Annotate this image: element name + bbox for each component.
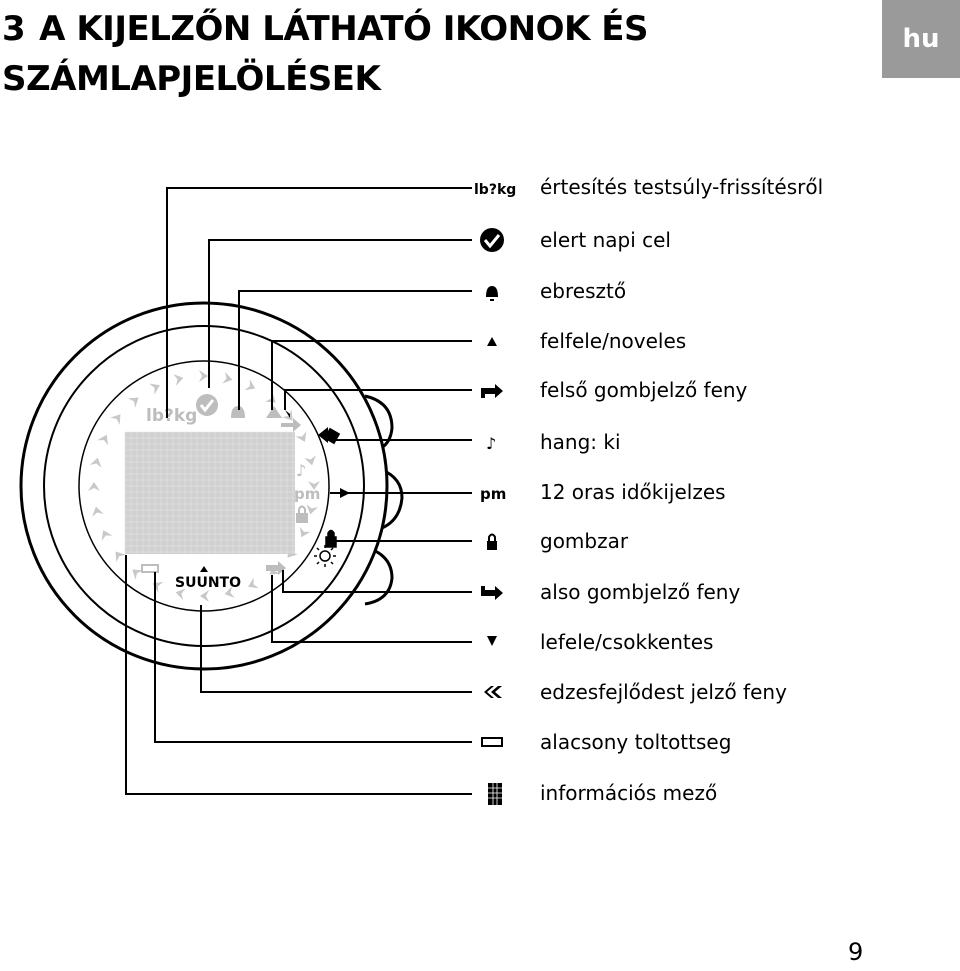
watch-brand: SUUNTO <box>175 575 241 591</box>
legend-icons <box>474 182 516 805</box>
info-field-icon <box>488 783 502 805</box>
weight-unit-icon: lb?kg <box>474 182 517 198</box>
down-arrow-icon <box>487 636 497 646</box>
up-arrow-icon <box>487 337 497 346</box>
legend-label-training-progress: edzesfejlődest jelző feny <box>540 680 787 704</box>
legend-label-checkmark: elert napi cel <box>540 228 671 252</box>
language-tab: hu <box>882 0 960 78</box>
legend-label-lock: gombzar <box>540 529 629 553</box>
legend-label-upper-light: felső gombjelző feny <box>540 378 748 402</box>
legend-label-info-field: információs mező <box>540 781 718 805</box>
legend-label-bell: ebresztő <box>540 279 627 303</box>
legend-label-pm: 12 oras időkijelzes <box>540 480 726 504</box>
training-progress-icon <box>484 686 502 698</box>
lock-icon <box>487 541 497 550</box>
lower-button-light-icon <box>481 586 503 600</box>
legend-label-sound-off: hang: ki <box>540 430 621 454</box>
legend-label-low-battery: alacsony toltottseg <box>540 730 732 754</box>
face-pm: pm <box>294 485 321 503</box>
bell-icon <box>486 286 498 301</box>
legend-label-lower-light: also gombjelző feny <box>540 580 741 604</box>
page-number: 9 <box>848 938 864 966</box>
legend-label-weight-unit: értesítés testsúly-frissítésről <box>540 175 824 199</box>
legend-label-down-arrow: lefele/csokkentes <box>540 630 714 654</box>
face-sound-off: ♪ <box>296 461 307 480</box>
face-weight-unit: lb?kg <box>146 406 198 426</box>
face-lock <box>296 513 308 523</box>
pm-icon: pm <box>480 485 507 503</box>
section-number: 3 <box>2 9 26 49</box>
face-lock-marker <box>326 531 336 548</box>
checkmark-icon <box>480 228 504 252</box>
low-battery-icon <box>482 738 502 746</box>
upper-button-light-icon <box>481 384 503 398</box>
title-line-1: A KIJELZŐN LÁTHATÓ IKONOK ÉS <box>39 9 648 49</box>
legend-label-up-arrow: felfele/noveles <box>540 329 687 353</box>
face-checkmark <box>196 394 218 416</box>
sound-off-icon: ♪ <box>486 434 497 453</box>
title-line-2: SZÁMLAPJELÖLÉSEK <box>2 59 381 99</box>
